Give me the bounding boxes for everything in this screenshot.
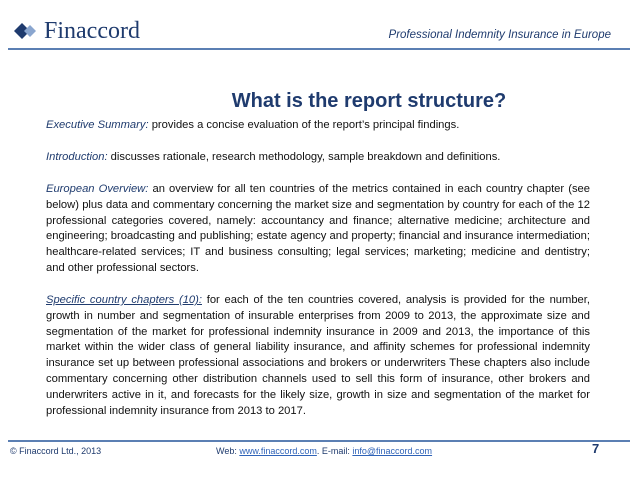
section-lead: Introduction: [46, 151, 108, 163]
email-link[interactable]: info@finaccord.com [352, 446, 433, 456]
website-link[interactable]: www.finaccord.com [239, 446, 317, 456]
section-european-overview [46, 182, 590, 277]
header-divider [8, 48, 630, 50]
web-label: Web: [216, 446, 240, 456]
email-label: . E-mail: [316, 446, 353, 456]
section-executive-summary [46, 118, 590, 134]
section-text: an overview for all ten countries of the metrics contained in each country chapter (see below) plus data and commentary concerning the market size and segmentation by country for each of the 12 professional categories covered, namely: accountancy and finance; alternative medicine; architecture and engineering; broadcasting and publishing; estate agency and property; financial and insurance intermediation; healthcare-related services; IT and business consulting; legal services; marketing; medicine and dentistry; and other professional sectors. [46, 183, 590, 274]
header-title: Professional Indemnity Insurance in Europe [388, 29, 611, 41]
section-lead: Specific country chapters (10): [46, 294, 202, 306]
footer-contact [216, 446, 432, 456]
page-number: 7 [592, 441, 600, 456]
section-introduction [46, 150, 590, 166]
section-country-chapters [46, 293, 590, 419]
finaccord-logo-icon [14, 19, 40, 43]
section-text: discusses rationale, research methodology, sample breakdown and definitions. [107, 151, 501, 163]
section-lead: European Overview: [46, 183, 149, 195]
finaccord-logo [14, 19, 140, 43]
footer-copyright: © Finaccord Ltd., 2013 [10, 446, 102, 456]
slide-title: What is the report structure? [231, 90, 507, 112]
logo-text: Finaccord [44, 18, 140, 44]
section-text: for each of the ten countries covered, analysis is provided for the number, growth in number and segmentation of insurable enterprises from 2009 to 2013, the approximate size and segmentation of the market for professional indemnity insurance in 2009 and 2013, the importance of this market within the wider class of general liability insurance, and affinity schemes for professional indemnity insurance set up between professional associations and brokers or underwriters These chapters also include commentary concerning other distribution channels used to sell this form of insurance, other brokers and underwriters active in it, and forecasts for the likely size, growth in size and segmentation of the market for professional indemnity insurance from 2013 to 2017. [46, 294, 591, 417]
footer-divider [8, 440, 630, 442]
section-text: provides a concise evaluation of the report’s principal findings. [148, 119, 460, 131]
section-lead: Executive Summary: [46, 119, 149, 131]
